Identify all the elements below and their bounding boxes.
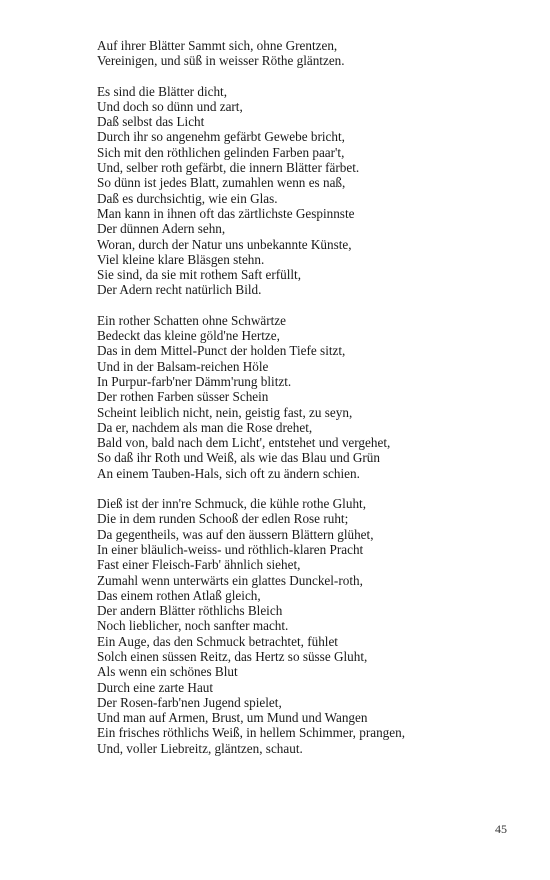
poem-line: Und, voller Liebreitz, gläntzen, schaut. [97, 740, 303, 756]
poem-line: Viel kleine klare Bläsgen stehn. [97, 251, 265, 267]
poem-line: Und, selber roth gefärbt, die innern Blätter färbet. [97, 160, 360, 176]
poem-line: Zumahl wenn unterwärts ein glattes Dunckel-roth, [97, 572, 363, 588]
poem-line: Da er, nachdem als man die Rose drehet, [97, 419, 313, 435]
poem-line: Scheint leiblich nicht, nein, geistig fast, zu seyn, [97, 404, 353, 420]
poem-line: Vereinigen, und süß in weisser Röthe gläntzen. [97, 53, 345, 69]
poem-line: Fast einer Fleisch-Farb' ähnlich siehet, [97, 557, 301, 573]
poem-line: Sie sind, da sie mit rothem Saft erfüllt, [97, 267, 302, 283]
poem-line: So dünn ist jedes Blatt, zumahlen wenn es naß, [97, 175, 346, 191]
poem-line: Durch eine zarte Haut [97, 679, 214, 695]
poem-line: Daß es durchsichtig, wie ein Glas. [97, 190, 278, 206]
poem-line: Bald von, bald nach dem Licht', entstehet und vergehet, [97, 435, 391, 451]
page-number: 45 [495, 822, 507, 836]
poem-line: Der andern Blätter röthlichs Bleich [97, 603, 283, 619]
poem-line: Ein Auge, das den Schmuck betrachtet, fühlet [97, 633, 338, 649]
poem-line: Und man auf Armen, Brust, um Mund und Wangen [97, 710, 368, 726]
poem-line: An einem Tauben-Hals, sich oft zu ändern schien. [97, 465, 360, 481]
poem-line: Dieß ist der inn're Schmuck, die kühle rothe Gluht, [97, 496, 366, 512]
poem-line: Ein frisches röthlichs Weiß, in hellem Schimmer, prangen, [97, 725, 405, 741]
poem-line: Der Adern recht natürlich Bild. [97, 282, 262, 298]
poem-line: So daß ihr Roth und Weiß, als wie das Blau und Grün [97, 450, 380, 466]
poem-line: Daß selbst das Licht [97, 114, 205, 130]
poem-line: Auf ihrer Blätter Sammt sich, ohne Grentzen, [97, 38, 338, 53]
poem-line: Bedeckt das kleine göld'ne Hertze, [97, 328, 280, 344]
stanza [97, 496, 517, 756]
poem-line: Woran, durch der Natur uns unbekannte Künste, [97, 236, 352, 252]
stanza [97, 38, 517, 69]
poem-line: Solch einen süssen Reitz, das Hertz so süsse Gluht, [97, 648, 368, 664]
poem-line: Der Rosen-farb'nen Jugend spielet, [97, 694, 282, 710]
poem-line: Sich mit den röthlichen gelinden Farben paar't, [97, 144, 345, 160]
poem-line: Und doch so dünn und zart, [97, 98, 243, 114]
poem-line: Der dünnen Adern sehn, [97, 221, 226, 237]
poem-line: Ein rother Schatten ohne Schwärtze [97, 312, 286, 328]
stanza [97, 313, 517, 481]
poem-line: Durch ihr so angenehm gefärbt Gewebe bricht, [97, 129, 345, 145]
poem-line: Da gegentheils, was auf den äussern Blättern glühet, [97, 526, 374, 542]
poem-line: Das in dem Mittel-Punct der holden Tiefe sitzt, [97, 343, 346, 359]
poem-line: Man kann in ihnen oft das zärtlichste Gespinnste [97, 205, 355, 221]
poem-line: Und in der Balsam-reichen Höle [97, 358, 269, 374]
poem-line: In Purpur-farb'ner Dämm'rung blitzt. [97, 373, 292, 389]
poem-body [97, 38, 517, 771]
poem-line: Der rothen Farben süsser Schein [97, 389, 269, 405]
poem-line: Das einem rothen Atlaß gleich, [97, 587, 261, 603]
poem-line: Die in dem runden Schooß der edlen Rose ruht; [97, 511, 349, 527]
poem-line: In einer bläulich-weiss- und röthlich-klaren Pracht [97, 541, 364, 557]
poem-line: Noch lieblicher, noch sanfter macht. [97, 618, 289, 634]
stanza [97, 84, 517, 298]
poem-line: Als wenn ein schönes Blut [97, 664, 238, 680]
poem-line: Es sind die Blätter dicht, [97, 83, 228, 99]
